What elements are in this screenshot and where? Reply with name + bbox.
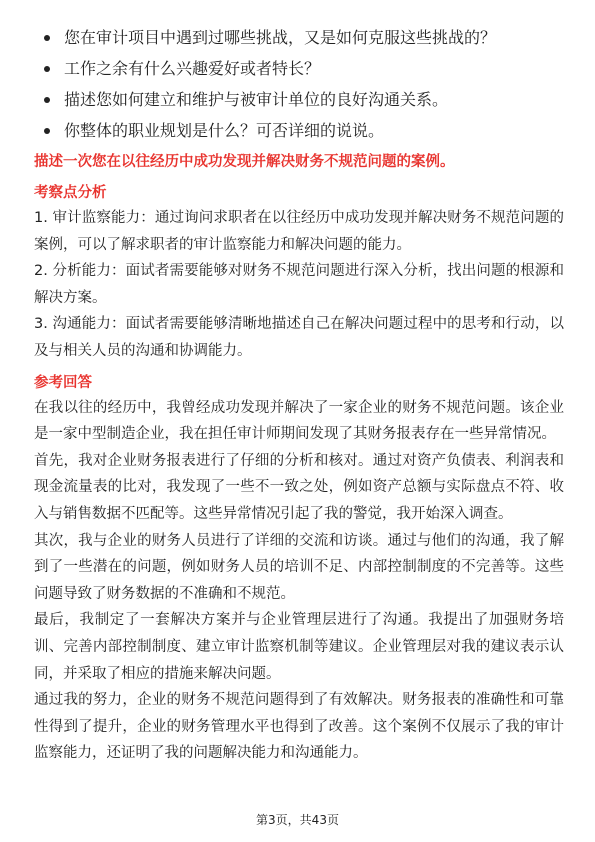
answer-paragraph: 首先，我对企业财务报表进行了仔细的分析和核对。通过对资产负债表、利润表和现金流量表的比对，我发现了一些不一致之处，例如资产总额与实际盘点不符、收入与销售数据不匹配等。这些异常情况引起了我的警觉，我开始深入调查。 xyxy=(34,452,564,522)
bullet-text: 描述您如何建立和维护与被审计单位的良好沟通关系。 xyxy=(64,90,449,109)
bullet-dot-icon xyxy=(44,97,50,103)
analysis-item: 3. 沟通能力：面试者需要能够清晰地描述自己在解决问题过程中的思考和行动，以及与相关人员的沟通和协调能力。 xyxy=(34,316,564,359)
bullet-dot-icon xyxy=(44,128,50,134)
answer-paragraph: 通过我的努力，企业的财务不规范问题得到了有效解决。财务报表的准确性和可靠性得到了提升，企业的财务管理水平也得到了改善。这个案例不仅展示了我的审计监察能力，还证明了我的问题解决能力和沟通能力。 xyxy=(34,692,564,762)
answer-paragraph: 在我以往的经历中，我曾经成功发现并解决了一家企业的财务不规范问题。该企业是一家中型制造企业，我在担任审计师期间发现了其财务报表存在一些异常情况。 xyxy=(34,399,564,443)
answer-title: 参考回答 xyxy=(34,374,92,391)
page-number: 第3页，共43页 xyxy=(256,813,339,827)
bullet-dot-icon xyxy=(44,66,50,72)
bullet-item xyxy=(44,84,564,115)
bullet-dot-icon xyxy=(44,35,50,41)
answer-paragraph: 最后，我制定了一套解决方案并与企业管理层进行了沟通。我提出了加强财务培训、完善内部控制制度、建立审计监察机制等建议。企业管理层对我的建议表示认同，并采取了相应的措施来解决问题。 xyxy=(34,612,564,682)
bullet-text: 工作之余有什么兴趣爱好或者特长？ xyxy=(64,59,321,78)
analysis-item: 1. 审计监察能力：通过询问求职者在以往经历中成功发现并解决财务不规范问题的案例，可以了解求职者的审计监察能力和解决问题的能力。 xyxy=(34,210,564,253)
question-bullet-list xyxy=(44,22,564,146)
bullet-item xyxy=(44,53,564,84)
answer-paragraph: 其次，我与企业的财务人员进行了详细的交流和访谈。通过与他们的沟通，我了解到了一些潜在的问题，例如财务人员的培训不足、内部控制制度的不完善等。这些问题导致了财务数据的不准确和不规范。 xyxy=(34,532,564,602)
analysis-item: 2. 分析能力：面试者需要能够对财务不规范问题进行深入分析，找出问题的根源和解决方案。 xyxy=(34,263,564,306)
bullet-text: 你整体的职业规划是什么？可否详细的说说。 xyxy=(64,121,385,140)
bullet-item xyxy=(44,115,564,146)
bullet-text: 您在审计项目中遇到过哪些挑战，又是如何克服这些挑战的？ xyxy=(64,28,497,47)
analysis-title: 考察点分析 xyxy=(34,185,107,201)
main-content xyxy=(34,150,564,767)
bullet-item xyxy=(44,22,564,53)
question-heading: 描述一次您在以往经历中成功发现并解决财务不规范问题的案例。 xyxy=(34,154,455,170)
